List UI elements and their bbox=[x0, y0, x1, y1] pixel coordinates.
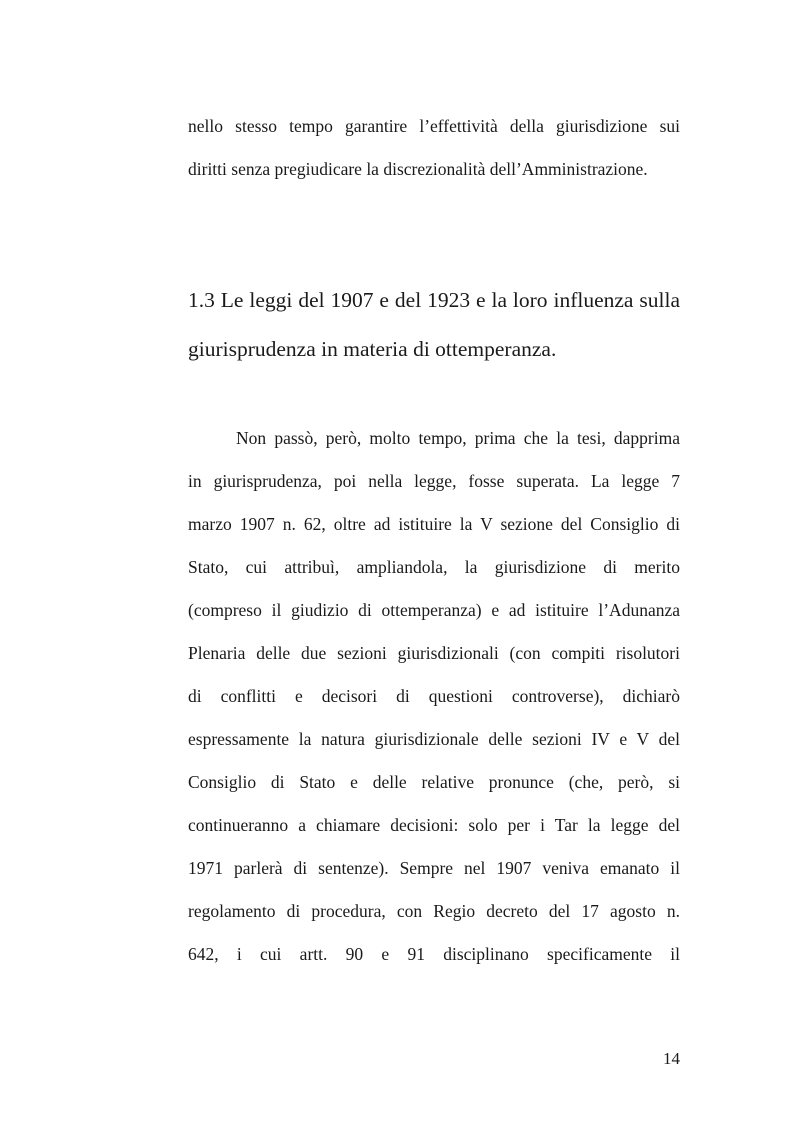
paragraph-line: continueranno a chiamare decisioni: solo per i Tar la legge del bbox=[188, 815, 680, 835]
paragraph-line: (compreso il giudizio di ottemperanza) e ad istituire l’Adunanza bbox=[188, 600, 680, 620]
paragraph-line: Non passò, però, molto tempo, prima che la tesi, dapprima bbox=[236, 428, 680, 448]
section-heading-line: 1.3 Le leggi del 1907 e del 1923 e la loro influenza sulla bbox=[188, 288, 680, 312]
paragraph-line: di conflitti e decisori di questioni controverse), dichiarò bbox=[188, 686, 680, 706]
section-heading-line: giurisprudenza in materia di ottemperanza. bbox=[188, 337, 557, 361]
paragraph-line: Plenaria delle due sezioni giurisdizionali (con compiti risolutori bbox=[188, 643, 680, 663]
page-number: 14 bbox=[663, 1049, 680, 1068]
paragraph-line: regolamento di procedura, con Regio decreto del 17 agosto n. bbox=[188, 901, 680, 921]
paragraph-line: diritti senza pregiudicare la discrezionalità dell’Amministrazione. bbox=[188, 159, 648, 179]
paragraph-line: Stato, cui attribuì, ampliandola, la giurisdizione di merito bbox=[188, 557, 680, 577]
paragraph-line: 1971 parlerà di sentenze). Sempre nel 1907 veniva emanato il bbox=[188, 858, 680, 878]
paragraph-line: espressamente la natura giurisdizionale delle sezioni IV e V del bbox=[188, 729, 680, 749]
paragraph-line: nello stesso tempo garantire l’effettività della giurisdizione sui bbox=[188, 116, 680, 136]
paragraph-line: Consiglio di Stato e delle relative pronunce (che, però, si bbox=[188, 772, 680, 792]
paragraph-line: marzo 1907 n. 62, oltre ad istituire la V sezione del Consiglio di bbox=[188, 514, 680, 534]
paragraph-line: in giurisprudenza, poi nella legge, fosse superata. La legge 7 bbox=[188, 471, 680, 491]
paragraph-line: 642, i cui artt. 90 e 91 disciplinano specificamente il bbox=[188, 944, 680, 964]
